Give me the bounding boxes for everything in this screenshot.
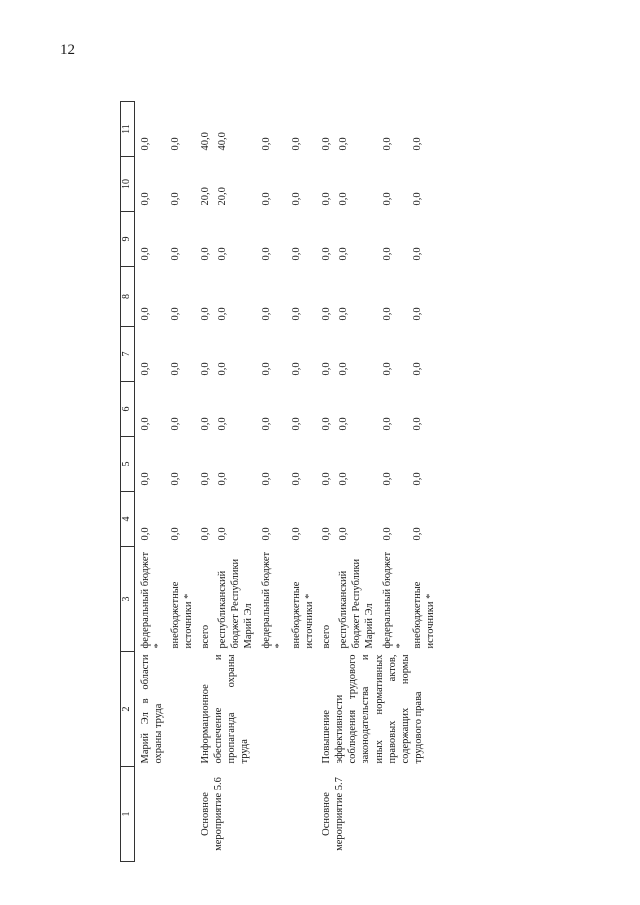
value-cell: 0,0 <box>260 417 272 431</box>
value-cell: 0,0 <box>169 307 181 321</box>
value-cell: 0,0 <box>169 527 181 541</box>
value-cell: 0,0 <box>217 472 229 486</box>
funding-source-cell: внебюджетные источники * <box>169 581 194 649</box>
value-cell: 0,0 <box>139 472 151 486</box>
value-cell: 0,0 <box>200 307 211 321</box>
value-cell: 0,0 <box>290 362 302 376</box>
measure-title-cell: Повышение эффективности соблюдения трудового законодательства и иных нормативных правовых актов, содержащих нормы трудового права <box>321 654 424 764</box>
value-cell: 0,0 <box>411 472 423 486</box>
value-cell: 0,0 <box>260 472 272 486</box>
value-cell: 0,0 <box>260 137 272 151</box>
col-header: 4 <box>121 492 135 547</box>
value-cell: 0,0 <box>200 527 211 541</box>
funding-source-cell: республиканский бюджет Республики Марий Эл <box>338 558 376 649</box>
value-cell: 0,0 <box>169 192 181 206</box>
measure-title-cell: Марий Эл в области охраны труда <box>139 654 164 764</box>
value-cell: 0,0 <box>338 362 350 376</box>
value-cell: 0,0 <box>260 192 272 206</box>
value-cell: 0,0 <box>411 192 423 206</box>
value-cell: 0,0 <box>321 527 332 541</box>
table-row <box>134 102 165 862</box>
value-cell: 0,0 <box>381 362 393 376</box>
measure-cell: Основное мероприятие 5.6 <box>200 777 225 851</box>
col-header: 9 <box>121 212 135 267</box>
col-header: 11 <box>121 102 135 157</box>
value-cell: 0,0 <box>338 192 350 206</box>
value-cell: 0,0 <box>139 307 151 321</box>
value-cell: 0,0 <box>169 362 181 376</box>
value-cell: 0,0 <box>290 527 302 541</box>
value-cell: 0,0 <box>217 362 229 376</box>
value-cell: 0,0 <box>139 362 151 376</box>
col-header: 10 <box>121 157 135 212</box>
value-cell: 0,0 <box>411 362 423 376</box>
value-cell: 0,0 <box>338 417 350 431</box>
value-cell: 0,0 <box>169 417 181 431</box>
header-row <box>121 102 135 862</box>
value-cell: 0,0 <box>381 137 393 151</box>
value-cell: 0,0 <box>139 527 151 541</box>
col-header: 5 <box>121 437 135 492</box>
value-cell: 20,0 <box>217 187 229 206</box>
measure-title-cell: Информационное обеспечение и пропаганда охраны труда <box>200 654 251 764</box>
value-cell: 0,0 <box>338 247 350 261</box>
table-row <box>195 102 212 862</box>
col-header: 3 <box>121 547 135 652</box>
value-cell: 0,0 <box>290 192 302 206</box>
funding-source-cell: федеральный бюджет * <box>260 551 285 649</box>
value-cell: 0,0 <box>260 362 272 376</box>
value-cell: 0,0 <box>321 472 332 486</box>
value-cell: 0,0 <box>321 247 332 261</box>
value-cell: 40,0 <box>200 132 211 151</box>
col-header: 8 <box>121 267 135 327</box>
funding-table <box>120 101 437 862</box>
value-cell: 0,0 <box>411 417 423 431</box>
value-cell: 0,0 <box>338 472 350 486</box>
value-cell: 0,0 <box>338 137 350 151</box>
value-cell: 40,0 <box>217 132 229 151</box>
value-cell: 0,0 <box>321 137 332 151</box>
value-cell: 0,0 <box>169 137 181 151</box>
value-cell: 0,0 <box>411 307 423 321</box>
value-cell: 0,0 <box>381 192 393 206</box>
table-row <box>316 102 333 862</box>
funding-source-cell: всего <box>321 624 332 649</box>
value-cell: 0,0 <box>290 417 302 431</box>
value-cell: 0,0 <box>200 472 211 486</box>
measure-cell <box>134 767 195 862</box>
funding-source-cell: всего <box>200 624 211 649</box>
value-cell: 0,0 <box>338 307 350 321</box>
value-cell: 0,0 <box>200 417 211 431</box>
value-cell: 0,0 <box>381 417 393 431</box>
value-cell: 0,0 <box>200 247 211 261</box>
value-cell: 0,0 <box>169 472 181 486</box>
value-cell: 0,0 <box>411 247 423 261</box>
col-header: 7 <box>121 327 135 382</box>
value-cell: 0,0 <box>290 472 302 486</box>
funding-source-cell: федеральный бюджет * <box>139 551 164 649</box>
value-cell: 0,0 <box>260 527 272 541</box>
value-cell: 0,0 <box>139 417 151 431</box>
funding-source-cell: внебюджетные источники * <box>411 581 436 649</box>
table-body <box>134 102 437 862</box>
value-cell: 20,0 <box>200 187 211 206</box>
col-header: 1 <box>121 767 135 862</box>
value-cell: 0,0 <box>217 527 229 541</box>
funding-source-cell: внебюджетные источники * <box>290 581 315 649</box>
measure-cell: Основное мероприятие 5.7 <box>321 777 346 851</box>
value-cell: 0,0 <box>381 247 393 261</box>
value-cell: 0,0 <box>169 247 181 261</box>
value-cell: 0,0 <box>381 307 393 321</box>
value-cell: 0,0 <box>290 137 302 151</box>
col-header: 2 <box>121 652 135 767</box>
funding-source-cell: федеральный бюджет * <box>381 551 406 649</box>
rotated-table-sheet <box>120 102 540 862</box>
value-cell: 0,0 <box>321 192 332 206</box>
value-cell: 0,0 <box>217 417 229 431</box>
value-cell: 0,0 <box>321 307 332 321</box>
value-cell: 0,0 <box>217 307 229 321</box>
value-cell: 0,0 <box>290 307 302 321</box>
value-cell: 0,0 <box>411 137 423 151</box>
value-cell: 0,0 <box>381 527 393 541</box>
value-cell: 0,0 <box>139 192 151 206</box>
value-cell: 0,0 <box>260 307 272 321</box>
value-cell: 0,0 <box>139 247 151 261</box>
value-cell: 0,0 <box>321 362 332 376</box>
value-cell: 0,0 <box>260 247 272 261</box>
funding-source-cell: республиканский бюджет Республики Марий Эл <box>217 558 255 649</box>
page-number: 12 <box>60 42 75 58</box>
value-cell: 0,0 <box>381 472 393 486</box>
value-cell: 0,0 <box>338 527 350 541</box>
col-header: 6 <box>121 382 135 437</box>
value-cell: 0,0 <box>411 527 423 541</box>
value-cell: 0,0 <box>290 247 302 261</box>
value-cell: 0,0 <box>139 137 151 151</box>
value-cell: 0,0 <box>200 362 211 376</box>
value-cell: 0,0 <box>217 247 229 261</box>
value-cell: 0,0 <box>321 417 332 431</box>
